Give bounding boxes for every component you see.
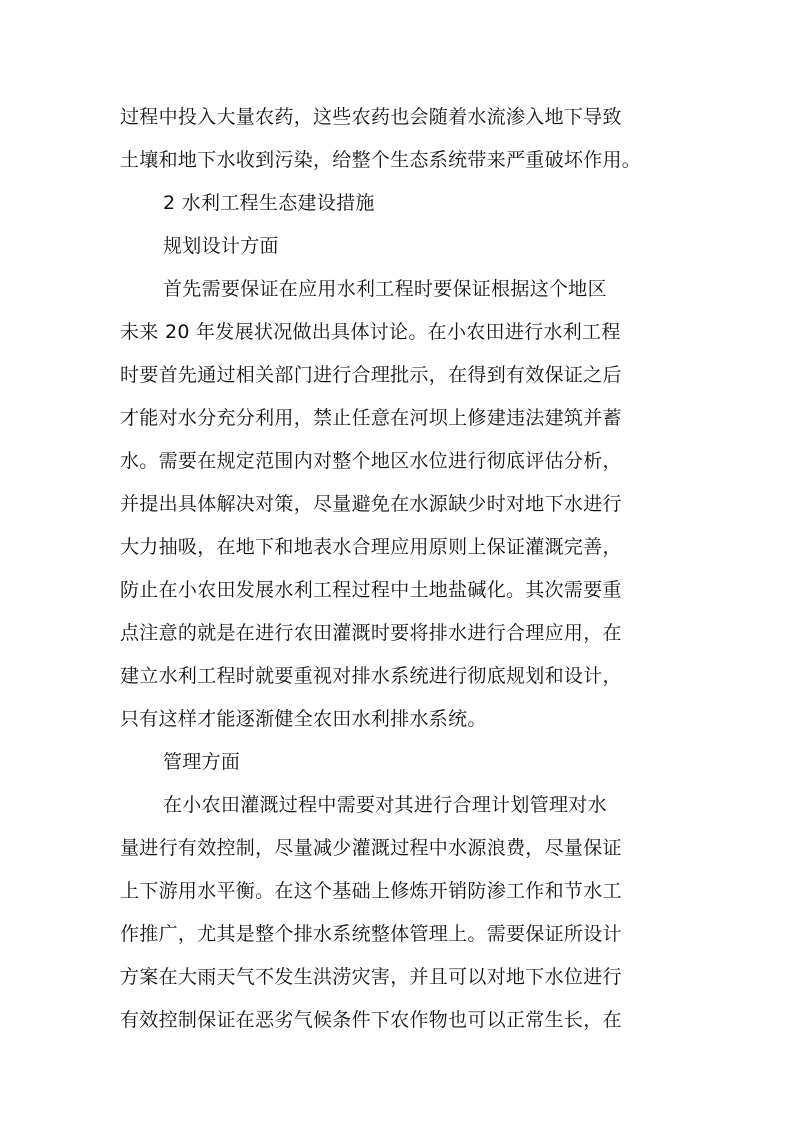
text-line: 建立水利工程时就要重视对排水系统进行彻底规划和设计， (120, 665, 622, 687)
text-line: 未来 20 年发展状况做出具体讨论。在小农田进行水利工程 (120, 321, 621, 343)
text-line: 只有这样才能逐渐健全农田水利排水系统。 (120, 708, 487, 730)
text-line: 时要首先通过相关部门进行合理批示，在得到有效保证之后 (120, 364, 622, 386)
text-line: 在小农田灌溉过程中需要对其进行合理计划管理对水 (163, 794, 607, 816)
text-line: 作推广，尤其是整个排水系统整体管理上。需要保证所设计 (120, 923, 622, 945)
text-line: 并提出具体解决对策，尽量避免在水源缺少时对地下水进行 (120, 493, 622, 515)
text-line: 上下游用水平衡。在这个基础上修炼开销防渗工作和节水工 (120, 880, 622, 902)
text-line: 首先需要保证在应用水利工程时要保证根据这个地区 (163, 278, 607, 300)
text-line: 有效控制保证在恶劣气候条件下农作物也可以正常生长，在 (120, 1009, 622, 1031)
section-heading: 2 水利工程生态建设措施 (163, 192, 375, 214)
text-line: 过程中投入大量农药，这些农药也会随着水流渗入地下导致 (120, 106, 622, 128)
subsection-heading: 规划设计方面 (163, 235, 279, 257)
text-line: 才能对水分充分利用，禁止任意在河坝上修建违法建筑并蓄 (120, 407, 622, 429)
text-line: 点注意的就是在进行农田灌溉时要将排水进行合理应用，在 (120, 622, 622, 644)
text-line: 大力抽吸，在地下和地表水合理应用原则上保证灌溉完善， (120, 536, 622, 558)
text-line: 土壤和地下水收到污染，给整个生态系统带来严重破坏作用。 (120, 149, 642, 171)
text-line: 水。需要在规定范围内对整个地区水位进行彻底评估分析， (120, 450, 622, 472)
text-line: 量进行有效控制，尽量减少灌溉过程中水源浪费，尽量保证 (120, 837, 622, 859)
text-line: 方案在大雨天气不发生洪涝灾害，并且可以对地下水位进行 (120, 966, 622, 988)
subsection-heading: 管理方面 (163, 751, 241, 773)
text-line: 防止在小农田发展水利工程过程中土地盐碱化。其次需要重 (120, 579, 622, 601)
